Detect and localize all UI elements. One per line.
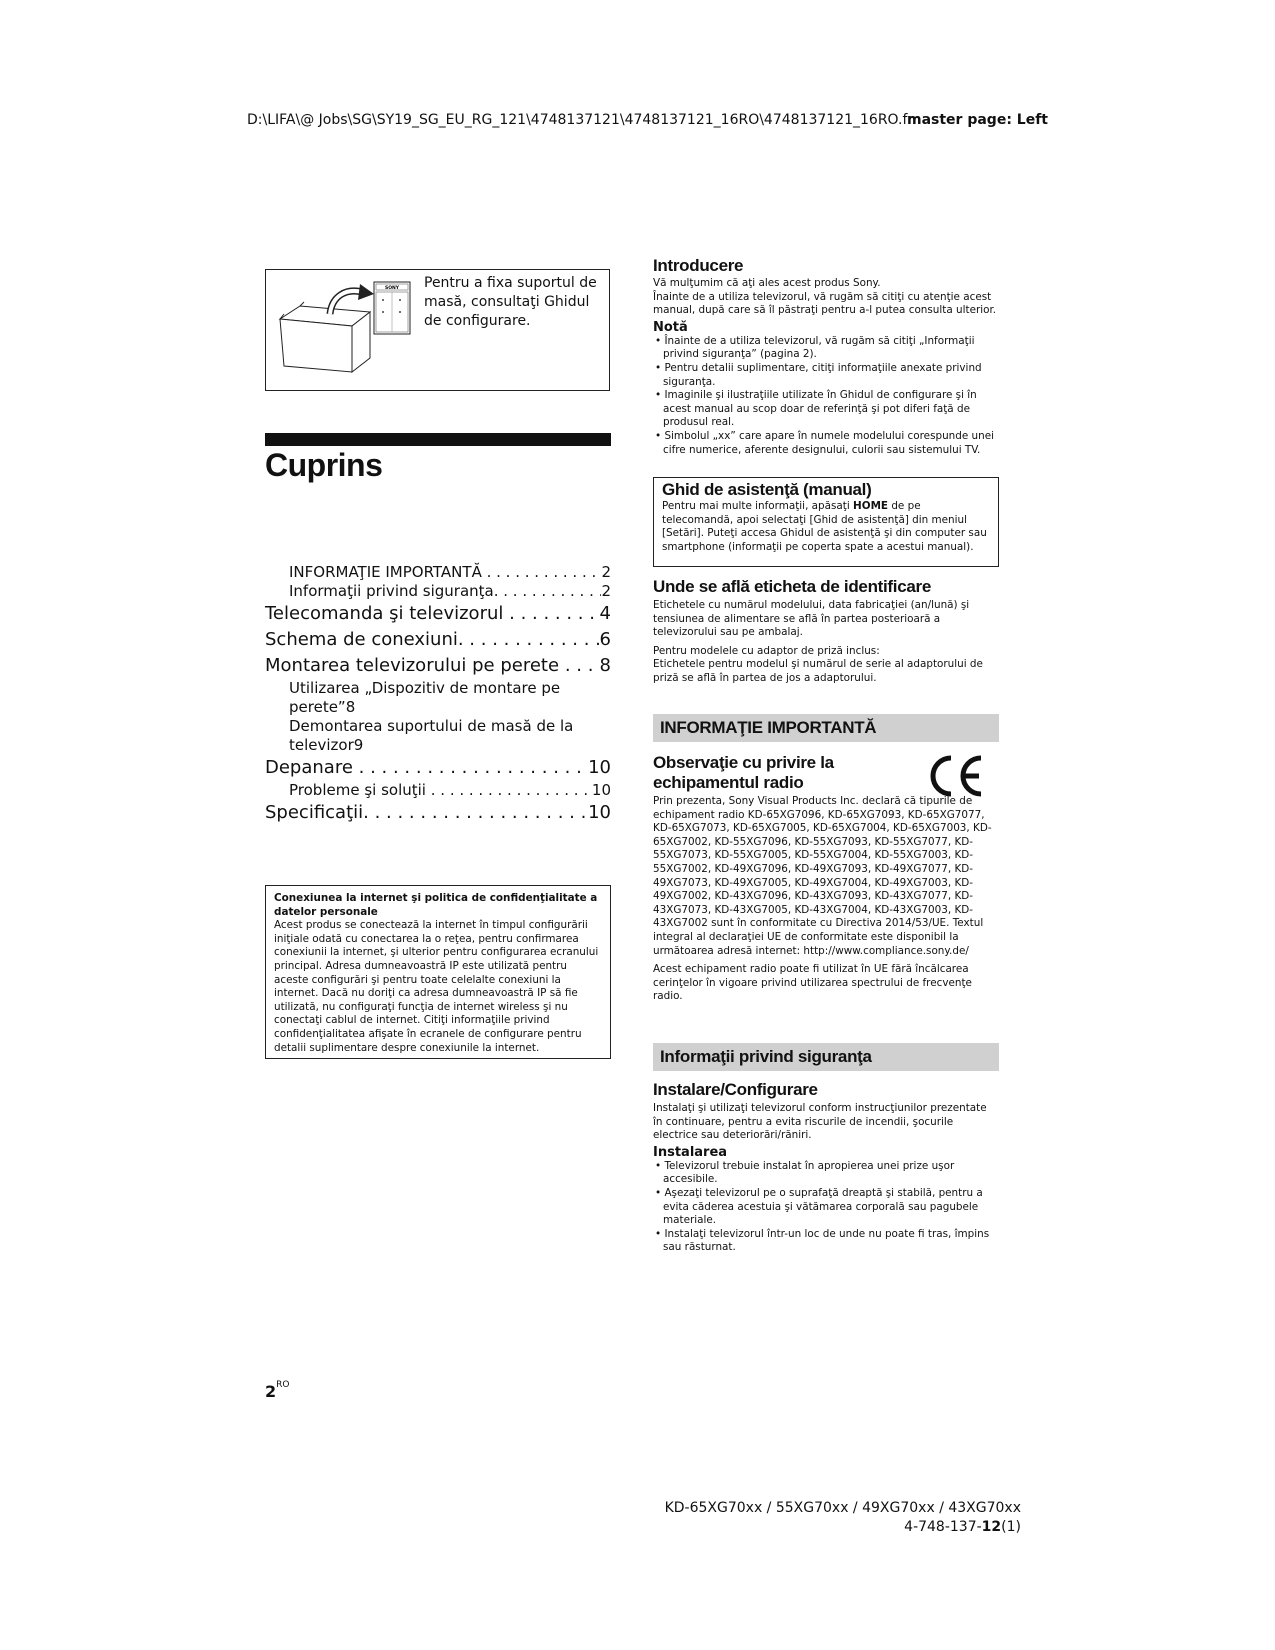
toc-entry[interactable] [265,755,611,781]
stand-figure-caption: Pentru a fixa suportul de masă, consultaţi Ghidul de configurare. [424,275,597,329]
install-subheading: Instalarea [653,1144,728,1160]
toc-entry[interactable] [265,679,611,717]
page-language-code: RO [276,1380,290,1390]
label-paragraph: Etichetele cu numărul modelului, data fabricaţiei (an/lună) şi tensiunea de alimentare se află în partea posterioară a televizorului sau pe ambalaj. [653,599,970,639]
toc-entry-label: Informaţii privind siguranţa [289,582,494,600]
privacy-notice-body: Acest produs se conectează la internet în timpul configurării iniţiale odată cu conectarea la o reţea, pentru confirmarea conexiunii la internet, şi ulterior pentru configurarea ecranului principal. Adresa dumneavoastră IP este utilizată pentru aceste configurări şi pentru toate celelalte conexiuni la internet. Dacă nu doriţi ca adresa dumneavoastră IP să fie utilizată, nu configuraţi funcţia de internet wireless şi nu conectaţi cablul de internet. Citiţi informaţiile privind confidenţialitatea afişate în ecranele de configurare pentru detalii suplimentare despre conexiunile la internet. [274,919,599,1054]
table-of-contents [265,563,611,826]
toc-entry[interactable] [265,653,611,679]
install-paragraph: Instalaţi şi utilizaţi televizorul conform instrucţiunilor prezentate în continuare, pentru a evita riscurile de incendii, şocurile electrice sau deteriorări/răniri. [653,1102,987,1142]
radio-heading: Observaţie cu privire la [653,753,834,772]
help-guide-box [653,477,999,567]
toc-entry-page: 2 [601,563,611,581]
toc-entry[interactable] [265,717,611,755]
intro-heading: Introducere [653,256,744,275]
privacy-notice-title: Conexiunea la internet şi politica de confidenţialitate a datelor personale [274,892,598,918]
install-item: • Televizorul trebuie instalat în apropierea unei prize uşor accesibile. [655,1159,955,1186]
radio-paragraph: Prin prezenta, Sony Visual Products Inc. declară că tipurile de echipament radio KD-65XG7096, KD-65XG7093, KD-65XG7077, KD-65XG7073, KD-65XG7005, KD-65XG7004, KD-65XG7003, KD-65XG7002, KD-55XG7096, KD-55XG7093, KD-55XG7077, KD-55XG7073, KD-55XG7005, KD-55XG7004, KD-55XG7003, KD-55XG7002, KD-49XG7096, KD-49XG7093, KD-49XG7077, KD-49XG7073, KD-49XG7005, KD-49XG7004, KD-49XG7003, KD-49XG7002, KD-43XG7096, KD-43XG7093, KD-43XG7077, KD-43XG7073, KD-43XG7005, KD-43XG7004, KD-43XG7003, KD-43XG7002 sunt în conformitate cu Directiva 2014/53/UE. Textul integral al declaraţiei UE de conformitate este disponibil la următoarea adresă internet: http://www.compliance.sony.de/ [653,795,992,957]
toc-entry-label-cont: perete” [289,698,346,716]
label-paragraph: Etichetele pentru modelul şi numărul de serie al adaptorului de priză se află în partea de jos a adaptorului. [653,658,983,684]
toc-entry-label: Demontarea suportului de masă de la [289,717,574,735]
toc-entry-label: Schema de conexiuni [265,629,458,650]
toc-title: Cuprins [265,447,383,483]
note-item: • Simbolul „xx” care apare în numele modelului corespunde unei cifre numerice, aferente designului, culorii sau sistemului TV. [655,429,994,456]
ce-mark-icon [925,752,985,800]
toc-title-bar [265,433,611,446]
label-section [653,577,999,686]
toc-entry-page: 4 [599,603,611,624]
toc-entry[interactable] [265,800,611,826]
toc-entry-label-cont: televizor [289,736,354,754]
radio-heading-cont: echipamentul radio [653,773,804,792]
toc-entry[interactable] [265,601,611,627]
master-page-label: master page: Left [907,112,1048,128]
intro-paragraph: Înainte de a utiliza televizorul, vă rugăm să citiţi cu atenţie acest manual, după care să îl păstraţi pentru a-l putea consulta ulterior. [653,290,997,317]
page-number: $2^{RO}$ [265,1380,290,1401]
toc-entry-label: Telecomanda şi televizorul [265,603,504,624]
note-item: • Înainte de a utiliza televizorul, vă rugăm să citiţi „Informaţii privind siguranţa” (pagina 2). [655,334,975,361]
toc-entry-page: 9 [353,736,364,754]
home-key-label: HOME [853,500,889,512]
file-path-header: D:\LIFA\@ Jobs\SG\SY19_SG_EU_RG_121\4748137121\4748137121_16RO\4748137121_16RO.fm [247,112,922,128]
toc-entry-page: 8 [599,655,611,676]
toc-entry[interactable] [265,563,611,582]
toc-entry-page: 10 [591,781,611,799]
toc-entry-label: Montarea televizorului pe perete [265,655,560,676]
intro-section [653,256,999,457]
safety-info-banner: Informaţii privind siguranţa [653,1043,999,1071]
radio-paragraph: Acest echipament radio poate fi utilizat în UE fără încălcarea cerinţelor în vigoare privind utilizarea spectrului de frecvenţe radio. [653,963,972,1003]
install-item: • Aşezaţi televizorul pe o suprafaţă dreaptă şi stabilă, pentru a evita căderea acestuia şi vătămarea corporală sau pagubele materiale. [655,1186,983,1227]
label-heading: Unde se află eticheta de identificare [653,577,932,596]
model-list-footer: KD-65XG70xx / 55XG70xx / 49XG70xx / 43XG70xx [664,1500,1021,1516]
stand-figure-box [265,269,610,391]
note-item: • Pentru detalii suplimentare, citiţi informaţiile anexate privind siguranţa. [655,361,982,388]
sony-logo-text: SONY [384,286,400,291]
help-guide-text: Pentru mai multe informaţii, apăsaţi HOME de pe telecomandă, apoi selectaţi [Ghid de asistenţă] din meniul [Setări]. Puteţi accesa Ghidul de asistenţă şi din computer sau smartphone (informaţii pe coperta spate a acestui manual). [662,500,987,553]
note-heading: Notă [653,319,688,335]
install-item: • Instalaţi televizorul într-un loc de unde nu poate fi tras, împins sau răsturnat. [655,1227,990,1254]
toc-entry[interactable] [265,781,611,800]
label-paragraph: Pentru modelele cu adaptor de priză inclus: [653,644,880,657]
toc-entry-page: 6 [599,629,611,650]
document-code-footer: 4-748-137-12(1) [904,1519,1021,1535]
toc-entry-label: Probleme şi soluţii [289,781,426,799]
important-info-banner: INFORMAŢIE IMPORTANTĂ [653,714,999,742]
toc-entry-label: Depanare [265,757,353,778]
help-guide-heading: Ghid de asistenţă (manual) [662,480,872,499]
note-item: • Imaginile şi ilustraţiile utilizate în Ghidul de configurare şi în acest manual au scop doar de referinţă şi pot diferi faţă de produsul real. [655,389,977,429]
toc-entry-page: 10 [588,802,611,823]
toc-entry-label: INFORMAŢIE IMPORTANTĂ [289,563,482,581]
toc-entry-page: 8 [345,698,356,716]
toc-entry[interactable] [265,582,611,601]
toc-entry[interactable] [265,627,611,653]
toc-entry-label: Specificaţii [265,802,364,823]
toc-entry-label: Utilizarea „Dispozitiv de montare pe [289,679,561,697]
toc-entry-page: 2 [601,582,611,600]
toc-entry-page: 10 [588,757,611,778]
install-section [653,1080,999,1255]
tv-box-illustration [270,274,420,386]
install-heading: Instalare/Configurare [653,1080,818,1099]
privacy-notice-box [265,885,611,1059]
intro-paragraph: Vă mulţumim că aţi ales acest produs Sony. [653,277,881,289]
